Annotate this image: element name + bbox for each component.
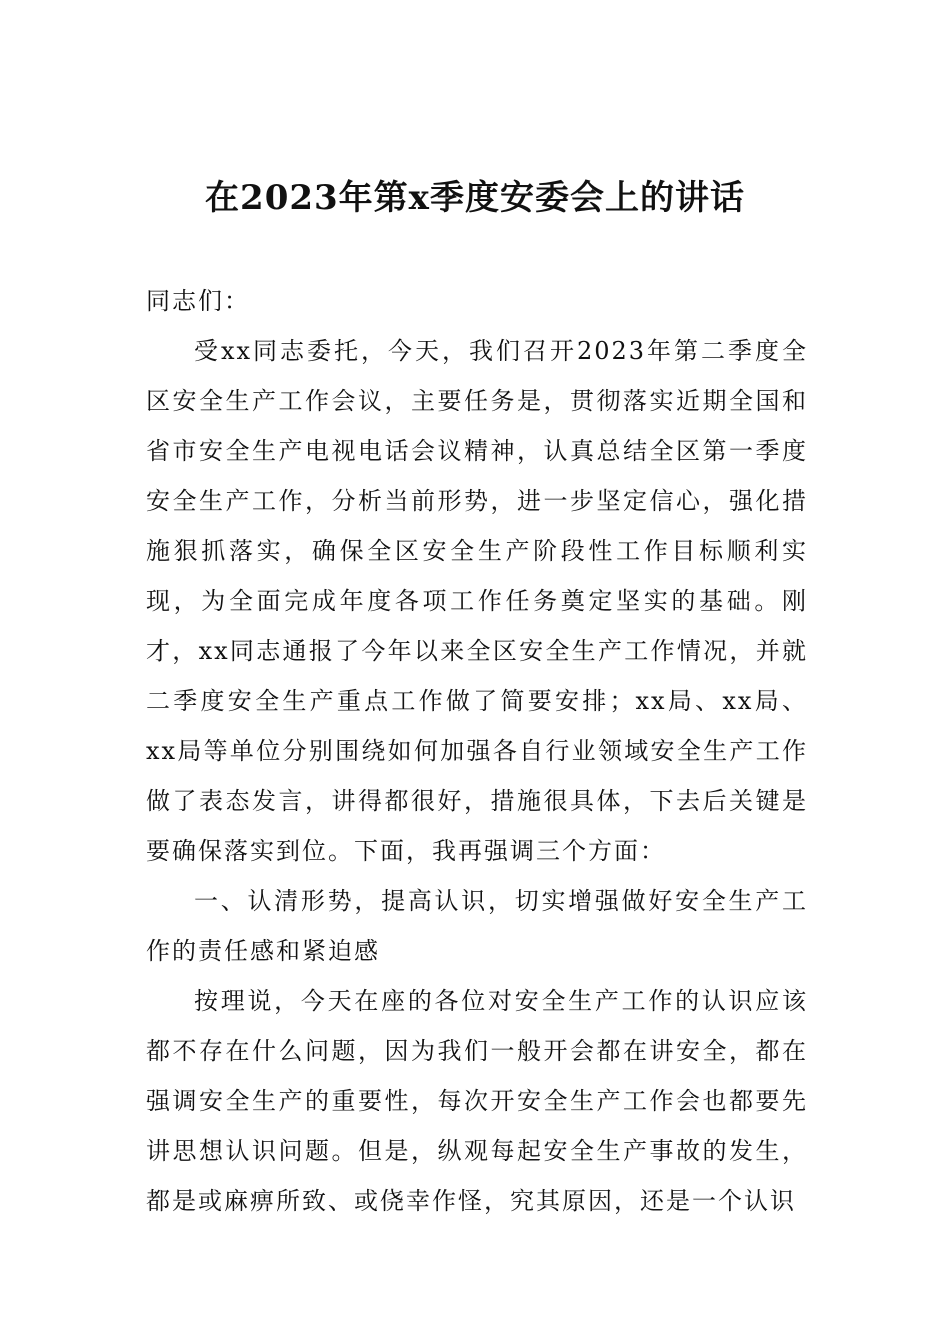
- paragraph-intro: 受xx同志委托，今天，我们召开2023年第二季度全区安全生产工作会议，主要任务是，贯彻落实近期全国和省市安全生产电视电话会议精神，认真总结全区第一季度安全生产工作，分析当前形势，进一步坚定信心，强化措施狠抓落实，确保全区安全生产阶段性工作目标顺利实现，为全面完成年度各项工作任务奠定坚实的基础。刚才，xx同志通报了今年以来全区安全生产工作情况，并就二季度安全生产重点工作做了简要安排；xx局、xx局、xx局等单位分别围绕如何加强各自行业领域安全生产工作做了表态发言，讲得都很好，措施很具体，下去后关键是要确保落实到位。下面，我再强调三个方面：: [146, 337, 808, 865]
- section-heading-1: 一、认清形势，提高认识，切实增强做好安全生产工作的责任感和紧迫感: [146, 887, 808, 965]
- document-body: [146, 276, 808, 1226]
- salutation: 同志们：: [146, 287, 250, 315]
- paragraph-section-1: 按理说，今天在座的各位对安全生产工作的认识应该都不存在什么问题，因为我们一般开会都在讲安全，都在强调安全生产的重要性，每次开安全生产工作会也都要先讲思想认识问题。但是，纵观每起安全生产事故的发生，都是或麻痹所致、或侥幸作怪，究其原因，还是一个认识: [146, 987, 808, 1215]
- document-title: 在2023年第x季度安委会上的讲话: [205, 178, 745, 218]
